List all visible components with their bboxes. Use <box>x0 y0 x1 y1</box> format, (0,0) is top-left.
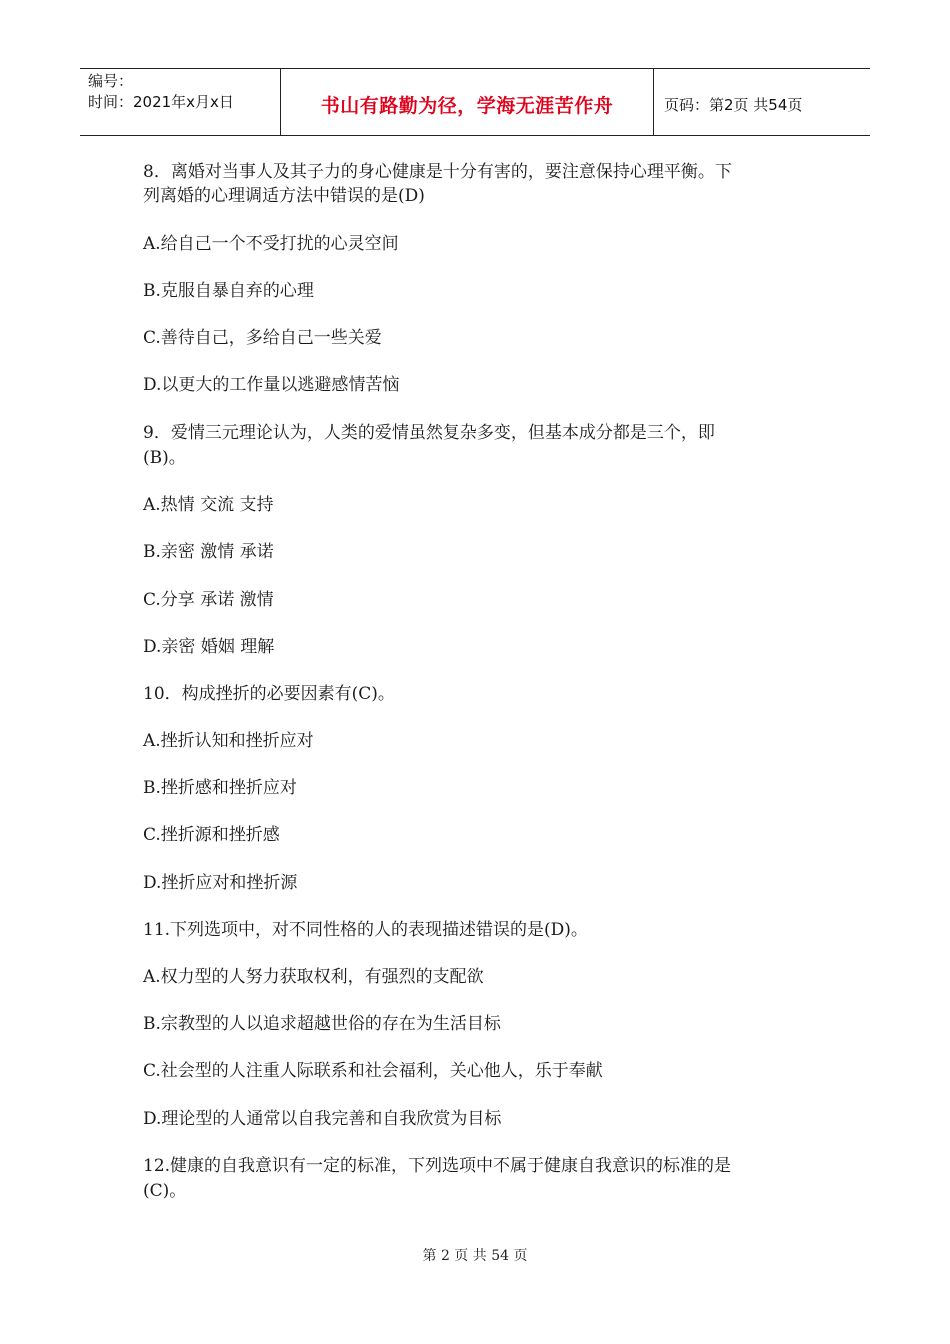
code-label: 编号： <box>88 72 134 90</box>
question-8-option-d: D.以更大的工作量以逃避感情苦恼 <box>143 375 400 395</box>
header-motto: 书山有路勤为径，学海无涯苦作舟 <box>281 69 654 135</box>
header-meta <box>80 69 281 135</box>
question-9-option-b: B.亲密 激情 承诺 <box>143 542 274 562</box>
question-12-stem-line2: (C)。 <box>143 1181 187 1201</box>
question-8-option-a: A.给自己一个不受打扰的心灵空间 <box>143 234 399 254</box>
question-10-option-a: A.挫折认知和挫折应对 <box>143 731 314 751</box>
question-8-option-c: C.善待自己，多给自己一些关爱 <box>143 328 382 348</box>
question-10-option-b: B.挫折感和挫折应对 <box>143 778 297 798</box>
question-10-stem: 10．构成挫折的必要因素有(C)。 <box>143 684 395 704</box>
question-11-stem: 11.下列选项中，对不同性格的人的表现描述错误的是(D)。 <box>143 920 588 940</box>
header-page-info: 页码：第2页 共54页 <box>664 95 803 114</box>
question-9-option-c: C.分享 承诺 激情 <box>143 590 274 610</box>
page-header <box>80 68 870 136</box>
date-label: 时间：2021年x月x日 <box>88 93 234 111</box>
question-9-stem-line1: 9．爱情三元理论认为，人类的爱情虽然复杂多变，但基本成分都是三个，即 <box>143 423 715 443</box>
question-8-stem-line2: 列离婚的心理调适方法中错误的是(D) <box>143 186 425 206</box>
question-11-option-d: D.理论型的人通常以自我完善和自我欣赏为目标 <box>143 1109 502 1129</box>
question-12-stem-line1: 12.健康的自我意识有一定的标准，下列选项中不属于健康自我意识的标准的是 <box>143 1156 732 1176</box>
question-9-option-a: A.热情 交流 支持 <box>143 495 274 515</box>
question-11-option-c: C.社会型的人注重人际联系和社会福利，关心他人，乐于奉献 <box>143 1061 603 1081</box>
question-9-option-d: D.亲密 婚姻 理解 <box>143 637 275 657</box>
question-11-option-a: A.权力型的人努力获取权利，有强烈的支配欲 <box>143 967 484 987</box>
question-10-option-c: C.挫折源和挫折感 <box>143 825 280 845</box>
question-11-option-b: B.宗教型的人以追求超越世俗的存在为生活目标 <box>143 1014 501 1034</box>
page-footer: 第 2 页 共 54 页 <box>422 1248 528 1264</box>
question-8-option-b: B.克服自暴自弃的心理 <box>143 281 314 301</box>
question-8-stem-line1: 8．离婚对当事人及其子力的身心健康是十分有害的，要注意保持心理平衡。下 <box>143 162 732 182</box>
question-10-option-d: D.挫折应对和挫折源 <box>143 873 298 893</box>
question-9-stem-line2: (B)。 <box>143 448 186 468</box>
